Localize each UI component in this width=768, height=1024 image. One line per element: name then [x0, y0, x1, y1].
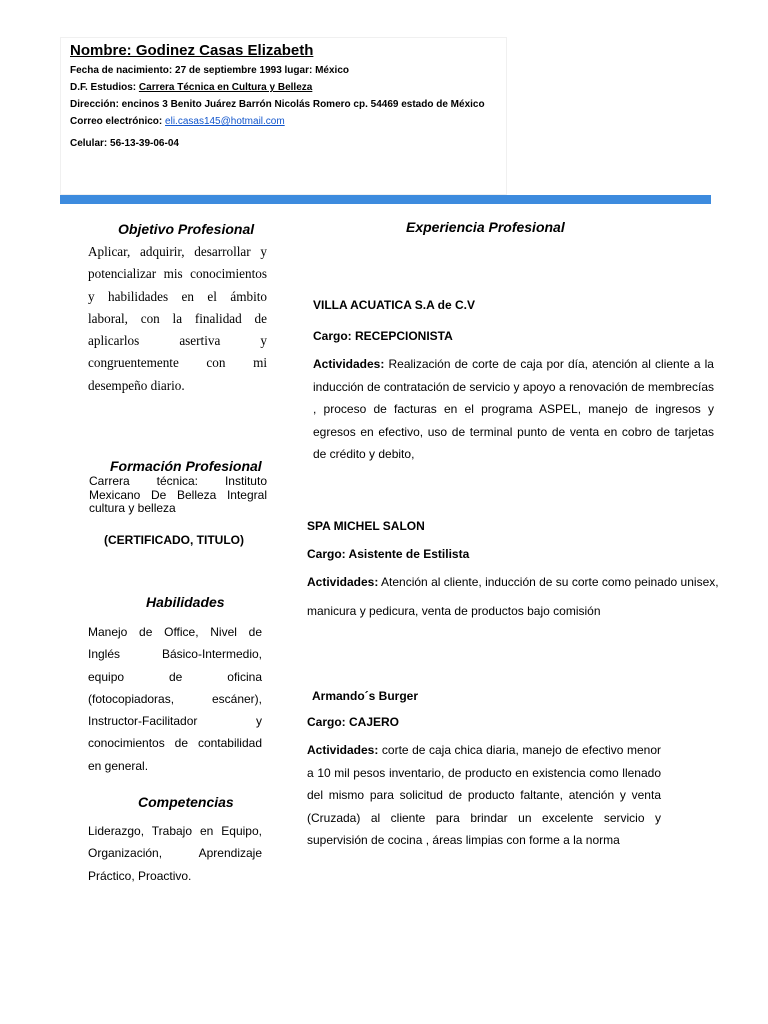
- job-2-company: SPA MICHEL SALON: [307, 519, 425, 533]
- job-3-position-value: : CAJERO: [341, 715, 400, 729]
- job-3-activities: [307, 739, 661, 852]
- job-3-position-label: Cargo: [307, 715, 342, 729]
- experience-title: Experiencia Profesional: [406, 219, 565, 235]
- objective-text: Aplicar, adquirir, desarrollar y potencializar mis conocimientos y habilidades en el ámbito laboral, con la finalidad de aplicarlos asertiva y congruentemente con mi desempeño diario.: [88, 244, 267, 393]
- job-1-company: VILLA ACUATICA S.A de C.V: [313, 298, 475, 312]
- job-3-activities-text: corte de caja chica diaria, manejo de efectivo menor a 10 mil pesos inventario, de producto en existencia como llenado del mismo para solicitud de producto faltante, atención y venta (Cruzada) al cliente para brindar un excelente servicio y supervisión de cocina , áreas limpias con forme a la norma: [307, 743, 661, 847]
- education-text: Carrera técnica: Instituto Mexicano De Belleza Integral cultura y belleza: [89, 474, 267, 515]
- job-1-activities-label: Actividades:: [313, 357, 385, 371]
- skills-title: Habilidades: [146, 594, 225, 610]
- email-label: Correo electrónico:: [70, 116, 166, 127]
- job-2-activities-line2: manicura y pedicura, venta de productos bajo comisión: [307, 604, 601, 618]
- birth-info: Fecha de nacimiento: 27 de septiembre 1993 lugar: México: [70, 65, 349, 76]
- address-info: Dirección: encinos 3 Benito Juárez Barrón Nicolás Romero cp. 54469 estado de México: [70, 99, 485, 110]
- studies-info: [70, 82, 312, 93]
- studies-label: D.F. Estudios:: [70, 82, 139, 93]
- job-1-position: Cargo: RECEPCIONISTA: [313, 329, 453, 343]
- job-1-activities-text: Realización de corte de caja por día, atención al cliente a la inducción de contratación de servicio y apoyo a renovación de membrecías , proceso de facturas en el programa ASPEL, manejo de ingresos y egresos en efectivo, uso de terminal punto de venta en cobro de tarjetas de crédito y debito,: [313, 357, 714, 461]
- job-3-activities-label: Actividades:: [307, 743, 379, 757]
- job-3-company: Armando´s Burger: [312, 689, 419, 703]
- skills-text: Manejo de Office, Nivel de Inglés Básico-Intermedio, equipo de oficina (fotocopiadoras, escáner), Instructor-Facilitador y conocimientos de contabilidad en general.: [88, 625, 262, 773]
- job-2-activities-line1: [307, 575, 719, 589]
- header-divider-bar: [60, 195, 711, 204]
- job-2-activities-text: Atención al cliente, inducción de su corte como peinado unisex,: [381, 575, 719, 589]
- phone-info: Celular: 56-13-39-06-04: [70, 138, 179, 149]
- competencies-text: Liderazgo, Trabajo en Equipo, Organización, Aprendizaje Práctico, Proactivo.: [88, 824, 262, 883]
- job-2-activities-label: Actividades:: [307, 575, 379, 589]
- education-title: Formación Profesional: [110, 458, 262, 474]
- competencies-title: Competencias: [138, 794, 234, 810]
- job-2-position: Cargo: Asistente de Estilista: [307, 547, 470, 561]
- education-credential: (CERTIFICADO, TITULO): [104, 533, 244, 547]
- studies-value: Carrera Técnica en Cultura y Belleza: [138, 82, 313, 93]
- email-link[interactable]: eli.casas145@hotmail.com: [165, 116, 285, 127]
- objective-title: Objetivo Profesional: [118, 221, 255, 237]
- candidate-name: Nombre: Godinez Casas Elizabeth: [70, 42, 314, 59]
- email-info: [70, 116, 285, 127]
- job-3-position: [307, 715, 399, 729]
- job-1-activities: [313, 353, 714, 466]
